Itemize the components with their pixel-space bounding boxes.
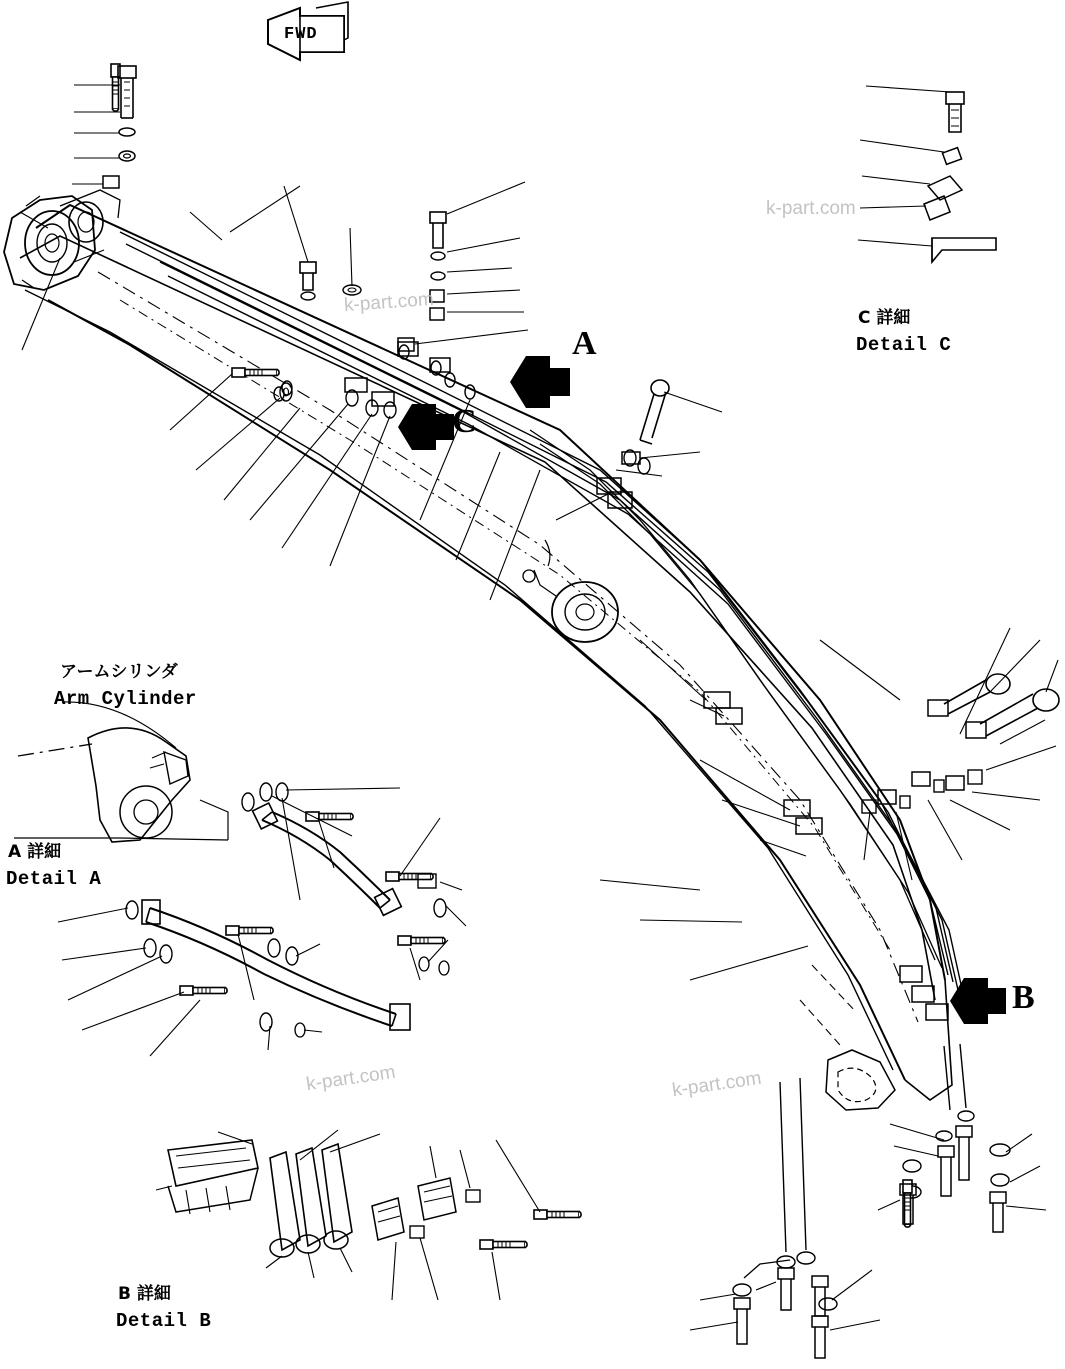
arm-cylinder-label-en: Arm Cylinder (54, 688, 197, 710)
detail-c-title-jp: C 詳細 (858, 308, 911, 328)
watermark-2: k-part.com (343, 288, 435, 317)
fwd-marker-label: FWD (284, 25, 318, 44)
detail-a-title-jp: A 詳細 (8, 842, 62, 862)
watermark-1: k-part.com (766, 198, 856, 219)
watermark-3: k-part.com (304, 1061, 397, 1096)
callout-letter-b: B (1012, 979, 1035, 1016)
detail-b-title-en: Detail B (116, 1310, 212, 1332)
watermark-4: k-part.com (670, 1067, 763, 1102)
detail-c-title-en: Detail C (856, 334, 952, 356)
callout-letter-c: C (452, 403, 477, 440)
callout-letter-a: A (572, 325, 597, 362)
detail-b-title-jp: B 詳細 (118, 1284, 171, 1304)
arm-cylinder-label-jp: アームシリンダ (60, 662, 178, 682)
detail-a-title-en: Detail A (6, 868, 102, 890)
